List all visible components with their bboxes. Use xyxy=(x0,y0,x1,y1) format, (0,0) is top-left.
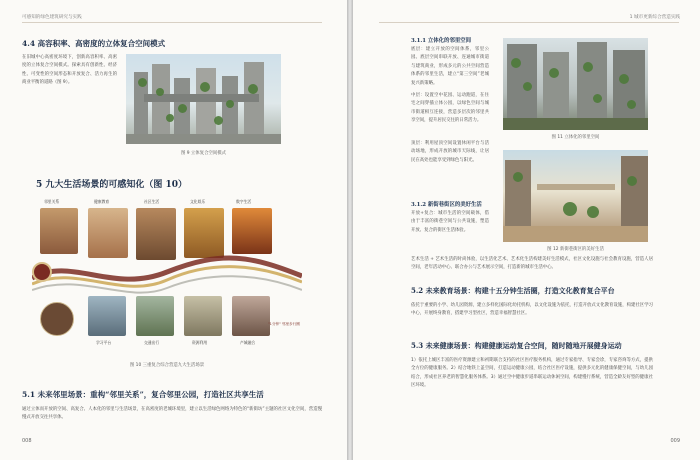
wave-start-badge xyxy=(32,262,52,282)
page-number-left: 008 xyxy=(22,438,32,444)
scene-card-digital xyxy=(232,208,272,254)
section-heading-5-1: 5.1 未来邻里场景：重构“邻里关系”，复合邻里公园，打造社区共享生活 xyxy=(22,390,264,399)
scene-card-industry xyxy=(232,296,270,336)
figure-10-caption: 图 10 三重复合综合营造九大生活场景 xyxy=(129,363,205,368)
figure-10-hub-circle xyxy=(40,302,74,336)
figure-10-bottom-label: 学习平台 xyxy=(96,340,112,345)
figure-10-hub-note: "1分钟" 邻里步行圈 xyxy=(268,322,300,326)
paragraph-3-1-1-b: 中层：设置空中花园、运动跑道，在住宅之间穿插立体公园，以绿色空间与城市街道相互连接，营造多层次的邻里共享空间，提升居民交往的日常活力。 xyxy=(411,93,489,124)
figure-10-top-label: 社区生活 xyxy=(144,199,160,204)
figure-10-top-label: 健康教育 xyxy=(94,199,110,204)
figure-11-caption: 图 11 立体化的邻里空间 xyxy=(551,135,600,140)
section-heading-5: 5 九大生活场景的可感知化（图 10） xyxy=(36,180,188,190)
running-header-left: 可感知的绿色建筑研究与实践 xyxy=(22,15,82,20)
section-heading-5-2: 5.2 未来教育场景：构建十五分钟生活圈，打造文化教育复合平台 xyxy=(411,286,615,295)
scene-card-transport xyxy=(136,296,174,336)
figure-12-image xyxy=(503,150,648,242)
wave-band xyxy=(32,250,302,300)
paragraph-5-2: 依托于重要的小学、幼儿园资源，建立多样化国际化幼托机构，以文化设施为依托，打造开放式文化教育设施，构建社区学习中心，开展终身教育，搭建学习型社区，营造幸福智慧社区。 xyxy=(411,303,653,317)
figure-11-image xyxy=(503,38,648,130)
figure-10-top-label: 文化娱乐 xyxy=(190,199,206,204)
paragraph-3-1-1-a: 底层：建立开放的空间体系，邻里公园。底层空间串联开放、连通城市街道与建筑商业，形成多元的公共空间营造体系的邻里生活，建立“第三空间”老城复兴新策略。 xyxy=(411,47,489,86)
figure-10-top-label: 邻里关系 xyxy=(44,199,60,204)
paragraph-3-1-2-b: 艺术生活 + 艺术生活的时尚体验，以生活化艺术、艺术化生活构建美好生活模式，社区文化设施与社会教育设施，营造人居空间，老年活动中心、联合办公与艺术展示空间，打造新的城市生活中心。 xyxy=(411,257,653,271)
section-heading-4-4: 4.4 高容积率、高密度的立体复合空间模式 xyxy=(22,39,166,48)
scene-card-neighborhood xyxy=(40,208,78,254)
paragraph-3-1-1-c: 顶层：利用屋顶空间设置休闲平台与活动场地，形成开放的城市天际线，让居民在高处也能享受到绿色与阳光。 xyxy=(411,141,489,163)
section-heading-5-3: 5.3 未来健康场景：构建健康运动复合空间，随时随地开展健身运动 xyxy=(411,341,622,350)
figure-10-infographic xyxy=(32,196,302,356)
paragraph-5-3: 1）依托上城区丰富的医疗资源建立和初期联合支持的社区医疗服务机构，通过专家指导、专家会诊，专家咨询等方式，提供全方位的健康服务。2）结合地铁上盖空间，打造运动健康公园，结合社区医疗设施，提供多元化的健康保健空间，与幼儿园结合，形成社区养老的智慧化服务体系。3）通过空中健康步道串联运动休闲空间，构建慢行系统，营造全龄友好型的健康社区环境。 xyxy=(411,358,653,389)
paragraph-4-4: 在旧城中心高密度环境下，创新高容积率、高密度的立体复合空间模式。探索具有创新性、经济性、可变性的空间形态和开放复合、活力再生的商业平衡的道路（图 9）。 xyxy=(22,55,117,86)
page-number-right: 009 xyxy=(670,438,680,444)
paragraph-3-1-2-a: 开放+复合：城市生活的空间载体，借由于丰富的街巷空间与公共设施，塑造开放、复合的街区生活体验。 xyxy=(411,211,489,233)
figure-10-bottom-label: 资源利用 xyxy=(192,340,208,345)
figure-9-image xyxy=(126,54,281,144)
paragraph-5-1: 通过立体而开放的空间、高复合、人本化的邻里与生活场景，在高密度的老城环境里，建立以生活绿色网络为特色的“新街坊”主题的社区文化空间，营造慢慢式开放交往共享体。 xyxy=(22,407,322,421)
subsection-heading-3-1-2: 3.1.2 新街巷街区的美好生活 xyxy=(411,202,482,208)
header-rule xyxy=(379,22,679,23)
right-page xyxy=(353,0,700,460)
figure-10-bottom-label: 交通出行 xyxy=(144,340,160,345)
scene-card-resources xyxy=(184,296,222,336)
figure-10-bottom-label: 产城融合 xyxy=(240,340,256,345)
figure-9-caption: 图 9 立体复合空间模式 xyxy=(180,151,227,156)
figure-12-caption: 图 12 新街巷街区的美好生活 xyxy=(547,247,604,252)
scene-card-learning xyxy=(88,296,126,336)
subsection-heading-3-1-1: 3.1.1 立体化的邻里空间 xyxy=(411,38,472,44)
header-rule xyxy=(22,22,322,23)
figure-10-top-label: 数字生活 xyxy=(236,199,252,204)
running-header-right: 1 城市更新综合营造实践 xyxy=(629,15,680,20)
left-page xyxy=(0,0,347,460)
